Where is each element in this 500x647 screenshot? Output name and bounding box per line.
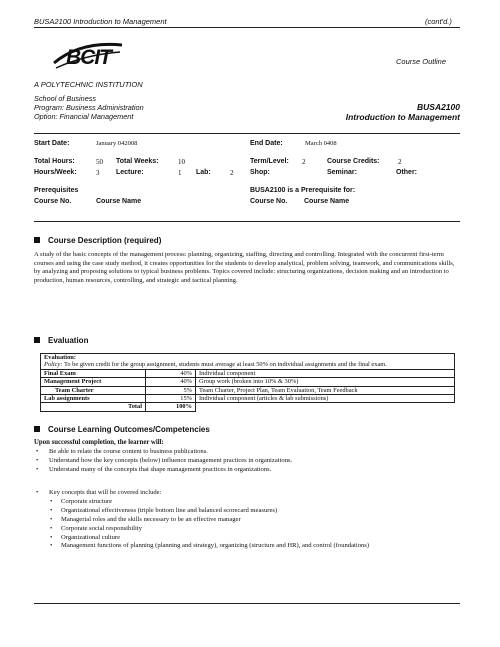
program-name: Program: Business Administration bbox=[34, 103, 144, 112]
info-rule bbox=[34, 221, 460, 222]
prereq-for-label: BUSA2100 is a Prerequisite for: bbox=[250, 187, 356, 194]
term-label: Term/Level: bbox=[250, 158, 289, 165]
course-description-text: A study of the basic concepts of the management process: planning, organizing, staffing, directing and controlling. Integrated with the concurrent first-term courses and using the case study method, it creates opportunities for the students to develop analytical, problem solving, teamwork, and communications skills, by analyzing and proposing solutions to typical business problems. Topics covered include: structuring organizations, decision making and an introduction to production, human resources, controlling, and strategic and tactical planning. bbox=[34, 251, 455, 284]
end-date-value: March 0408 bbox=[305, 140, 337, 147]
evaluation-table-title: Evaluation: bbox=[44, 354, 76, 361]
outcomes-list bbox=[34, 448, 464, 475]
course-description-heading: Course Description (required) bbox=[34, 236, 161, 245]
total-hours-value: 50 bbox=[96, 158, 103, 166]
option-name: Option: Financial Management bbox=[34, 112, 134, 121]
key-concepts-intro: • Key concepts that will be covered include: bbox=[34, 489, 464, 498]
list-item: • Organizational culture bbox=[34, 534, 464, 543]
term-value: 2 bbox=[302, 158, 306, 166]
evaluation-total-row: Total 100% bbox=[41, 403, 455, 411]
evaluation-title-row bbox=[41, 354, 455, 370]
credits-label: Course Credits: bbox=[327, 158, 380, 165]
list-item: • Management functions of planning (planning and strategy), organizing (structure and HR), and control (foundations) bbox=[34, 542, 464, 551]
school-name: School of Business bbox=[34, 94, 97, 103]
end-date-label: End Date: bbox=[250, 140, 283, 147]
header-contd: (cont'd.) bbox=[425, 17, 452, 26]
shop-label: Shop: bbox=[250, 169, 270, 176]
bullet-square-icon bbox=[34, 237, 40, 243]
policy-text: To be given credit for the group assignment, students must average at least 50% on individual assignments and the final exam. bbox=[63, 361, 387, 369]
list-item: • Organizational effectiveness (triple bottom line and balanced scorecard measures) bbox=[34, 507, 464, 516]
list-item: • Be able to relate the course content to business publications. bbox=[34, 448, 464, 457]
policy-label: Policy: bbox=[44, 361, 63, 369]
lecture-value: 1 bbox=[178, 169, 182, 177]
course-name: Introduction to Management bbox=[345, 112, 460, 122]
prereq-course-name-label: Course Name bbox=[96, 198, 142, 205]
school-rule bbox=[34, 133, 460, 134]
school-block bbox=[34, 94, 144, 121]
key-concepts-list bbox=[34, 489, 464, 551]
header-course-title: BUSA2100 Introduction to Management bbox=[34, 17, 167, 26]
header-rule bbox=[34, 27, 460, 28]
lab-label: Lab: bbox=[196, 169, 211, 176]
prereq-course-no-label: Course No. bbox=[34, 198, 72, 205]
prereq-label: Prerequisites bbox=[34, 187, 79, 194]
table-row: Final Exam 40% Individual component bbox=[41, 369, 455, 377]
prereq-for-course-name-label: Course Name bbox=[304, 198, 350, 205]
table-row: Management Project 40% Group work (broken into 10% & 30%) bbox=[41, 378, 455, 386]
credits-value: 2 bbox=[398, 158, 402, 166]
bcit-logo bbox=[50, 39, 126, 73]
doc-type: Course Outline bbox=[396, 57, 447, 66]
list-item: • Managerial roles and the skills necessary to be an effective manager bbox=[34, 516, 464, 525]
outcomes-intro: Upon successful completion, the learner will: bbox=[34, 439, 164, 446]
bullet-square-icon bbox=[34, 426, 40, 432]
institution-name: A POLYTECHNIC INSTITUTION bbox=[34, 80, 143, 89]
total-weeks-value: 10 bbox=[178, 158, 185, 166]
hours-week-value: 3 bbox=[96, 169, 100, 177]
logo-text: BCIT bbox=[66, 46, 111, 69]
hours-week-label: Hours/Week: bbox=[34, 169, 77, 176]
evaluation-table bbox=[40, 353, 455, 412]
list-item: • Corporate social responsibility bbox=[34, 525, 464, 534]
evaluation-heading: Evaluation bbox=[34, 336, 88, 345]
other-label: Other: bbox=[396, 169, 417, 176]
lab-value: 2 bbox=[230, 169, 234, 177]
prereq-for-course-no-label: Course No. bbox=[250, 198, 288, 205]
list-item: • Corporate structure bbox=[34, 498, 464, 507]
start-date-label: Start Date: bbox=[34, 140, 70, 147]
table-row: Team Charter 5% Team Charter, Project Plan, Team Evaluation, Team Feedback bbox=[41, 386, 455, 394]
bullet-square-icon bbox=[34, 337, 40, 343]
outcomes-heading: Course Learning Outcomes/Competencies bbox=[34, 425, 210, 434]
list-item: • Understand many of the concepts that shape management practices in organizations. bbox=[34, 466, 464, 475]
table-row: Lab assignments 15% Individual component (articles & lab submissions) bbox=[41, 395, 455, 403]
list-item: • Understand how the key concepts (below) influence management practices in organizations. bbox=[34, 457, 464, 466]
course-code: BUSA2100 bbox=[417, 102, 460, 112]
total-weeks-label: Total Weeks: bbox=[116, 158, 159, 165]
start-date-value: January 042008 bbox=[96, 140, 138, 147]
seminar-label: Seminar: bbox=[327, 169, 357, 176]
footer-rule bbox=[34, 603, 460, 604]
lecture-label: Lecture: bbox=[116, 169, 144, 176]
total-hours-label: Total Hours: bbox=[34, 158, 75, 165]
